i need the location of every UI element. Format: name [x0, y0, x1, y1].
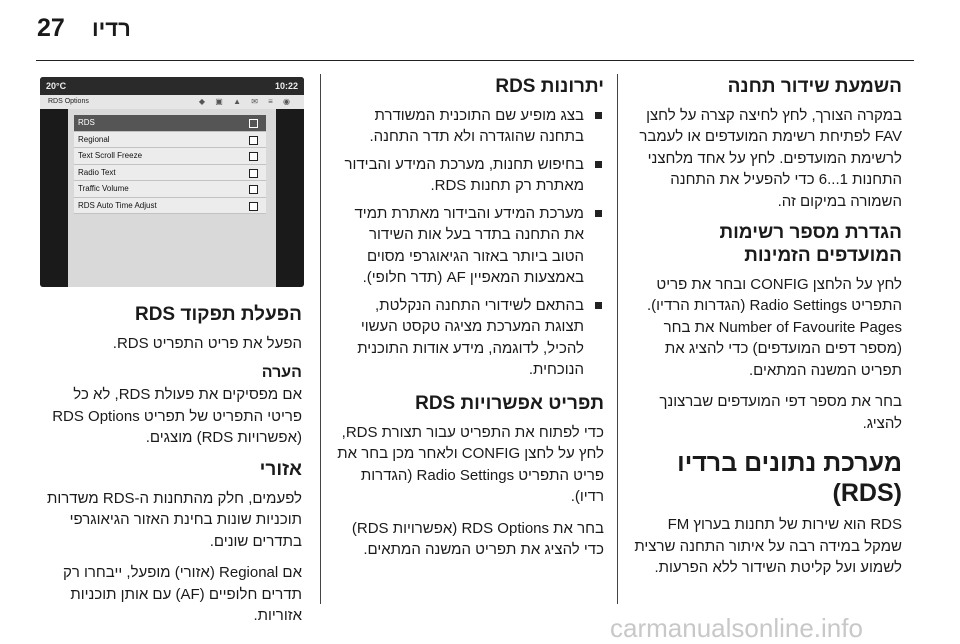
paragraph: בחר את מספר דפי המועדפים שברצונך להציג. — [659, 393, 902, 432]
middle-column — [336, 76, 604, 571]
paragraph: כדי לפתוח את התפריט עבור תצורת RDS, לחץ על לחצן CONFIG ולאחר מכן בחר את פריט התפריט Radio Settings (הגדרות רדיו). — [337, 423, 604, 506]
checkbox-icon — [249, 119, 258, 128]
paragraph: לפעמים, חלק מהתחנות ה-RDS משדרות תוכניות שונות בחינת האזור הגיאוגרפי בתדרים שונים. — [47, 489, 302, 550]
list-item — [336, 154, 604, 197]
section-title-rds: מערכת נתונים ברדיו (RDS) — [677, 449, 902, 508]
left-column — [40, 304, 302, 637]
paragraph: הפעל את פריט התפריט RDS. — [112, 334, 302, 352]
screen-status-icons: ◆ ▣ ▲ ✉ ≡ ◉ — [198, 97, 294, 106]
paragraph: במקרה הצורך, לחץ לחיצה קצרה על לחצן FAV לפתיחת רשימת המועדפים או לעמבר לרשימת המועדפים. לחץ על אחד מלחצני התחנות 1...6 כדי להפעיל את התחנה השמורה במיקום זה. — [639, 106, 902, 210]
list-item — [336, 295, 604, 381]
note-heading: הערה — [261, 364, 302, 382]
header-rule — [36, 60, 914, 61]
bullet-icon — [595, 302, 602, 309]
section-heading-regional: אזורי — [259, 458, 302, 480]
menu-item-label: Regional — [78, 134, 110, 144]
section-heading-enable-rds: הפעלת תפקוד RDS — [134, 304, 302, 325]
paragraph: לחץ על הלחצן CONFIG ובחר את פריט התפריט Radio Settings (הגדרות הרדיו). Number of Favourite Pages את בחר (מספר דפים המועדפים) כדי להציג את תפריט המשנה המתאים. — [646, 275, 902, 379]
menu-item-text-scroll-freeze[interactable] — [74, 148, 266, 165]
checkbox-icon — [249, 136, 258, 145]
list-item-text: בהתאם לשידורי התחנה הנקלטת, תצוגת המערכת מציגה טקסט העשוי להכיל, לדוגמה, מידע אודות התוכנית הנוכחית. — [357, 296, 584, 379]
checkbox-icon — [249, 152, 258, 161]
list-item — [336, 105, 604, 148]
screen-title: RDS Options — [48, 98, 89, 105]
menu-item-label: Traffic Volume — [78, 184, 129, 193]
list-item-text: מערכת המידע והבידור מאתרת תמיד את התחנה בתדר בעל אות השידור הטוב ביותר באזור הגיאוגרפי מסוים באמצעות המאפיין AF (תדר חלופי). — [354, 204, 584, 287]
bullet-icon — [595, 112, 602, 119]
list-item-text: בצג מופיע שם התוכנית המשודרת בתחנה שהוגדרה ולא תדר התחנה. — [369, 106, 584, 146]
bullet-icon — [595, 210, 602, 217]
list-item — [336, 203, 604, 289]
checkbox-icon — [249, 169, 258, 178]
screen-status-bar — [40, 77, 304, 95]
menu-item-traffic-volume[interactable] — [74, 181, 266, 198]
list-item-text: בחיפוש תחנות, מערכת המידע והבידור מאתרת רק תחנות RDS. — [344, 155, 584, 195]
note-paragraph: אם מפסיקים את פעולת RDS, לא כל פריטי התפריט של תפריט RDS Options (אפשרויות RDS) מוצגים. — [52, 386, 302, 447]
menu-item-regional[interactable] — [74, 132, 266, 149]
running-head: רדיו — [92, 16, 131, 41]
section-heading-rds-options-menu: תפריט אפשרויות RDS — [415, 392, 604, 414]
screen-clock: 10:22 — [274, 81, 298, 91]
menu-item-radio-text[interactable] — [74, 165, 266, 182]
rds-options-menu — [74, 115, 266, 214]
right-column — [630, 76, 902, 589]
checkbox-icon — [249, 202, 258, 211]
section-heading-play-station: השמעת שידור תחנה — [727, 76, 902, 97]
paragraph: אם Regional (אזורי) מופעל, ייבחרו רק תדרים חלופיים (AF) עם אותן תוכניות אזוריות. — [62, 564, 302, 625]
paragraph: בחר את RDS Options (אפשרויות RDS) כדי להציג את תפריט המשנה המתאים. — [351, 519, 604, 559]
screen-temperature: 20°C — [46, 81, 67, 91]
infotainment-screen-image — [40, 77, 304, 287]
checkbox-icon — [249, 185, 258, 194]
column-divider — [617, 74, 618, 604]
section-heading-rds-advantages: יתרונות RDS — [495, 76, 604, 97]
menu-item-rds[interactable] — [74, 115, 266, 132]
paragraph: RDS הוא שירות של תחנות בערוץ FM שמקל במידה רבה על איתור התחנה שרצית לשמוע ועל קליטת השידור ללא הפרעות. — [634, 516, 902, 577]
bullet-icon — [595, 161, 602, 168]
screen-menu-area — [40, 109, 304, 287]
screen-bezel-left — [40, 109, 68, 287]
watermark: carmanualsonline.info — [610, 613, 863, 643]
column-divider — [320, 74, 321, 604]
menu-item-label: RDS — [78, 118, 95, 127]
section-heading-favourites-count: הגדרת מספר רשימות המועדפים הזמינות — [719, 222, 902, 267]
menu-item-label: Radio Text — [78, 167, 116, 177]
menu-item-label: RDS Auto Time Adjust — [78, 200, 157, 210]
page-number: 27 — [37, 14, 65, 42]
screen-title-bar — [40, 95, 304, 109]
screen-bezel-right — [276, 109, 304, 287]
menu-item-rds-auto-time-adjust[interactable] — [74, 198, 266, 215]
menu-item-label: Text Scroll Freeze — [78, 151, 143, 160]
advantages-list — [336, 105, 604, 381]
